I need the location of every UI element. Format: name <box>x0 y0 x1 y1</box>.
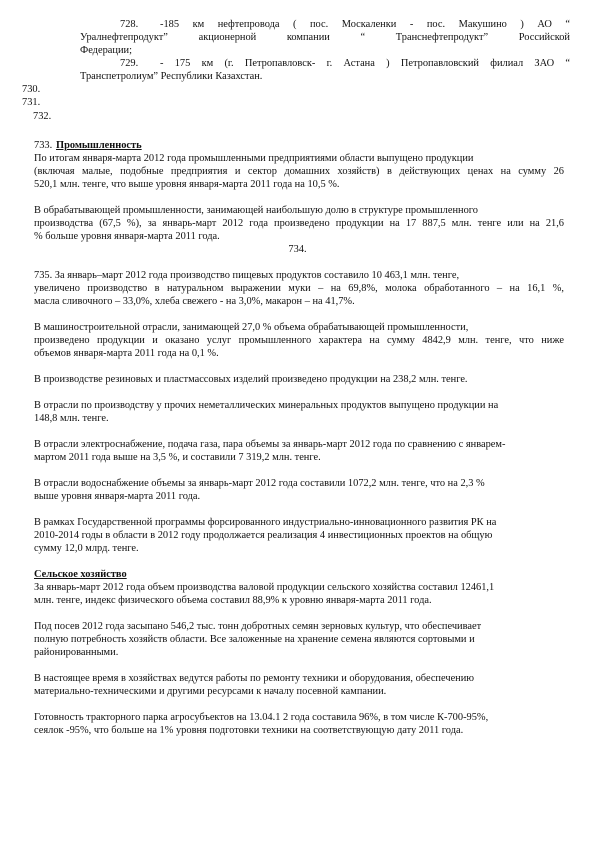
paragraph-line: Готовность тракторного парка агросубъектов на 13.04.1 2 года составила 96%, в том числе К-700-95%, <box>34 712 489 723</box>
paragraph-line: В отрасли электроснабжение, подача газа, пара объемы за январь-март 2012 года по сравнению с январем- <box>34 439 506 450</box>
list-number: 730. <box>22 84 41 95</box>
section-number: 733. <box>34 140 53 151</box>
paragraph-line: 520,1 млн. тенге, что выше уровня января-марта 2011 года на 10,5 %. <box>34 179 340 190</box>
list-number: 728. <box>120 19 139 30</box>
list-number: 729. <box>120 58 139 69</box>
text-line: - 175 км (г. Петропавловск- г. Астана ) Петропавловский филиал ЗАО “ <box>160 58 570 69</box>
paragraph-line: районированными. <box>34 647 119 658</box>
paragraph-line: материально-техническими и другими ресурсами к началу посевной кампании. <box>34 686 387 697</box>
paragraph-line: сеялок -95%, что больше на 1% уровня подготовки техники на соответствующую дату 2011 года. <box>34 725 464 736</box>
paragraph-line: 148,8 млн. тенге. <box>34 413 109 424</box>
paragraph-line: масла сливочного – 33,0%, хлеба свежего - на 3,0%, макарон – на 41,7%. <box>34 296 355 307</box>
section-heading: Промышленность <box>56 140 142 151</box>
paragraph-line: произведено продукции и оказано услуг промышленного характера на сумму 4842,9 млн. тенге, что ниже <box>34 335 564 346</box>
paragraph-line: 2010-2014 годы в области в 2012 году продолжается реализация 4 инвестиционных проектов на общую <box>34 530 493 541</box>
text-line: Федерации; <box>80 45 132 56</box>
paragraph-line: выше уровня января-марта 2011 года. <box>34 491 201 502</box>
paragraph-line: млн. тенге, индекс физического объема составил 88,9% к уровню января-марта 2011 года. <box>34 595 432 606</box>
paragraph-line: В рамках Государственной программы форсированного индустриально-инновационного развития РК на <box>34 517 497 528</box>
paragraph-line: В отрасли водоснабжение объемы за январь-март 2012 года составили 1072,2 млн. тенге, что на 2,3 % <box>34 478 485 489</box>
paragraph-line: полную потребность хозяйств области. Все заложенные на хранение семена являются сортовыми и <box>34 634 475 645</box>
paragraph-line: В обрабатывающей промышленности, занимающей наибольшую долю в структуре промышленного <box>34 205 478 216</box>
paragraph-line: Под посев 2012 года засыпано 546,2 тыс. тонн добротных семян зерновых культур, что обеспечивает <box>34 621 482 632</box>
paragraph-line: По итогам января-марта 2012 года промышленными предприятиями области выпущено продукции <box>34 153 474 164</box>
paragraph-line: В машиностроительной отрасли, занимающей 27,0 % объема обрабатывающей промышленности, <box>34 322 469 333</box>
paragraph-line: В настоящее время в хозяйствах ведутся работы по ремонту техники и оборудования, обеспечению <box>34 673 475 684</box>
paragraph-line: объемов января-марта 2011 года на 0,1 %. <box>34 348 219 359</box>
text-line: Транспетролиум” Республики Казахстан. <box>80 71 263 82</box>
text-line: Уралнефтепродукт” акционерной компании “ Транснефтепродукт” Российской <box>80 32 570 43</box>
paragraph-line: % больше уровня января-марта 2011 года. <box>34 231 220 242</box>
list-number: 734. <box>288 244 307 255</box>
list-number: 732. <box>33 111 52 122</box>
paragraph-line: сумму 12,0 млрд. тенге. <box>34 543 139 554</box>
paragraph-line: В отрасли по производству у прочих неметаллических минеральных продуктов выпущено продукции на <box>34 400 499 411</box>
paragraph-line: мартом 2011 года выше на 3,5 %, и составили 7 319,2 млн. тенге. <box>34 452 321 463</box>
paragraph-line: В производстве резиновых и пластмассовых изделий произведено продукции на 238,2 млн. тенге. <box>34 374 468 385</box>
section-heading: Сельское хозяйство <box>34 569 127 580</box>
list-number: 731. <box>22 97 41 108</box>
paragraph-line: производства (67,5 %), за январь-март 2012 года произведено продукции на 17 887,5 млн. тенге или на 21,6 <box>34 218 564 229</box>
paragraph-line: (включая малые, подобные предприятия и сектор домашних хозяйств) в действующих ценах на сумму 26 <box>34 166 564 177</box>
paragraph-line: За январь-март 2012 года объем производства валовой продукции сельского хозяйства составил 12461,1 <box>34 582 495 593</box>
paragraph-line: 735. За январь–март 2012 года производство пищевых продуктов составило 10 463,1 млн. тенге, <box>34 270 460 281</box>
paragraph-line: увеличено производство в натуральном выражении муки – на 69,8%, молока обработанного – на 16,1 %, <box>34 283 564 294</box>
text-line: -185 км нефтепровода ( пос. Москаленки - пос. Макушино ) АО “ <box>160 19 570 30</box>
